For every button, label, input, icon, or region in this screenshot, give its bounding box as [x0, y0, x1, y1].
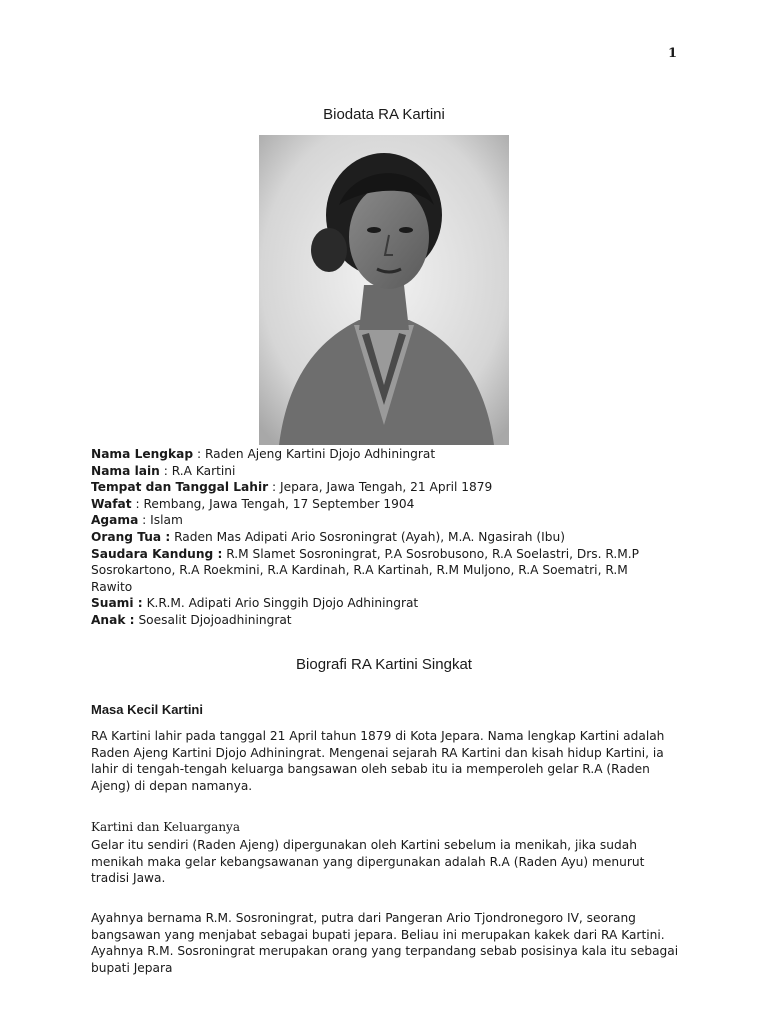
biodata-key: Nama lain	[91, 463, 160, 478]
document-title: Biodata RA Kartini	[323, 106, 445, 123]
biodata-key: Anak :	[91, 612, 135, 627]
biodata-sep: :	[159, 463, 172, 478]
biodata-key: Saudara Kandung :	[91, 546, 223, 561]
biodata-list	[91, 446, 661, 629]
biodata-row-agama	[91, 512, 661, 529]
paragraph-masa-kecil: RA Kartini lahir pada tanggal 21 April tahun 1879 di Kota Jepara. Nama lengkap Kartini adalah Raden Ajeng Kartini Djojo Adhiningrat. Mengenai sejarah RA Kartini dan kisah hidup Kartini, ia lahir di tengah-tengah keluarga bangsawan oleh sebab itu ia memperoleh gelar R.A (Raden Ajeng) di depan namanya.	[91, 729, 665, 793]
biodata-row-nama-lain	[91, 463, 661, 480]
biodata-key: Agama	[91, 513, 139, 528]
biodata-value: Jepara, Jawa Tengah, 21 April 1879	[280, 480, 493, 495]
paragraph-ayah: Ayahnya bernama R.M. Sosroningrat, putra dari Pangeran Ario Tjondronegoro IV, seorang bangsawan yang menjabat sebagai bupati jepara. Beliau ini merupakan kakek dari RA Kartini. Ayahnya R.M. Sosroningrat merupakan orang yang terpandang sebab posisinya kala itu sebagai bupati Jepara	[91, 911, 679, 975]
biodata-row-anak	[91, 612, 661, 629]
biodata-sep: :	[131, 496, 144, 511]
biodata-value: Raden Mas Adipati Ario Sosroningrat (Ayah), M.A. Ngasirah (Ibu)	[174, 529, 565, 544]
biodata-value: Raden Ajeng Kartini Djojo Adhiningrat	[204, 447, 436, 461]
biodata-row-orang-tua	[91, 529, 661, 546]
biodata-sep: :	[193, 447, 205, 461]
biodata-key: Tempat dan Tanggal Lahir	[91, 480, 269, 495]
biodata-key: Wafat	[91, 496, 132, 511]
biodata-key: Nama Lengkap	[91, 447, 194, 461]
biodata-row-wafat	[91, 496, 661, 513]
biodata-value: Islam	[150, 513, 183, 528]
biodata-row-suami	[91, 595, 661, 612]
section-title: Biografi RA Kartini Singkat	[296, 656, 472, 673]
biodata-value: Rembang, Jawa Tengah, 17 September 1904	[143, 496, 415, 511]
page-number: 1	[668, 46, 678, 61]
biodata-value: R.M Slamet Sosroningrat, P.A Sosrobusono, R.A Soelastri, Drs. R.M.P Sosrokartono, R.A Roekmini, R.A Kardinah, R.A Kartinah, R.M Muljono, R.A Soematri, R.M Rawito	[91, 546, 640, 594]
paragraph-gelar: Gelar itu sendiri (Raden Ajeng) dipergunakan oleh Kartini sebelum ia menikah, jika sudah menikah maka gelar kebangsawanan yang dipergunakan adalah R.A (Raden Ayu) menurut tradisi Jawa.	[91, 838, 645, 886]
subheading-keluarga: Kartini dan Keluarganya	[91, 820, 240, 834]
biodata-value: R.A Kartini	[171, 463, 236, 478]
biodata-sep: :	[138, 513, 151, 528]
biodata-row-tempat-tanggal-lahir	[91, 479, 661, 496]
subheading-masa-kecil: Masa Kecil Kartini	[91, 702, 203, 717]
biodata-row-saudara-kandung	[91, 546, 661, 596]
biodata-key: Orang Tua :	[91, 529, 171, 544]
biodata-row-nama-lengkap	[91, 446, 661, 463]
biodata-key: Suami :	[91, 596, 143, 611]
biodata-sep: :	[268, 480, 280, 495]
biodata-value: Soesalit Djojoadhiningrat	[138, 612, 292, 627]
biodata-value: K.R.M. Adipati Ario Singgih Djojo Adhiningrat	[146, 596, 419, 611]
portrait-photo	[259, 135, 509, 445]
